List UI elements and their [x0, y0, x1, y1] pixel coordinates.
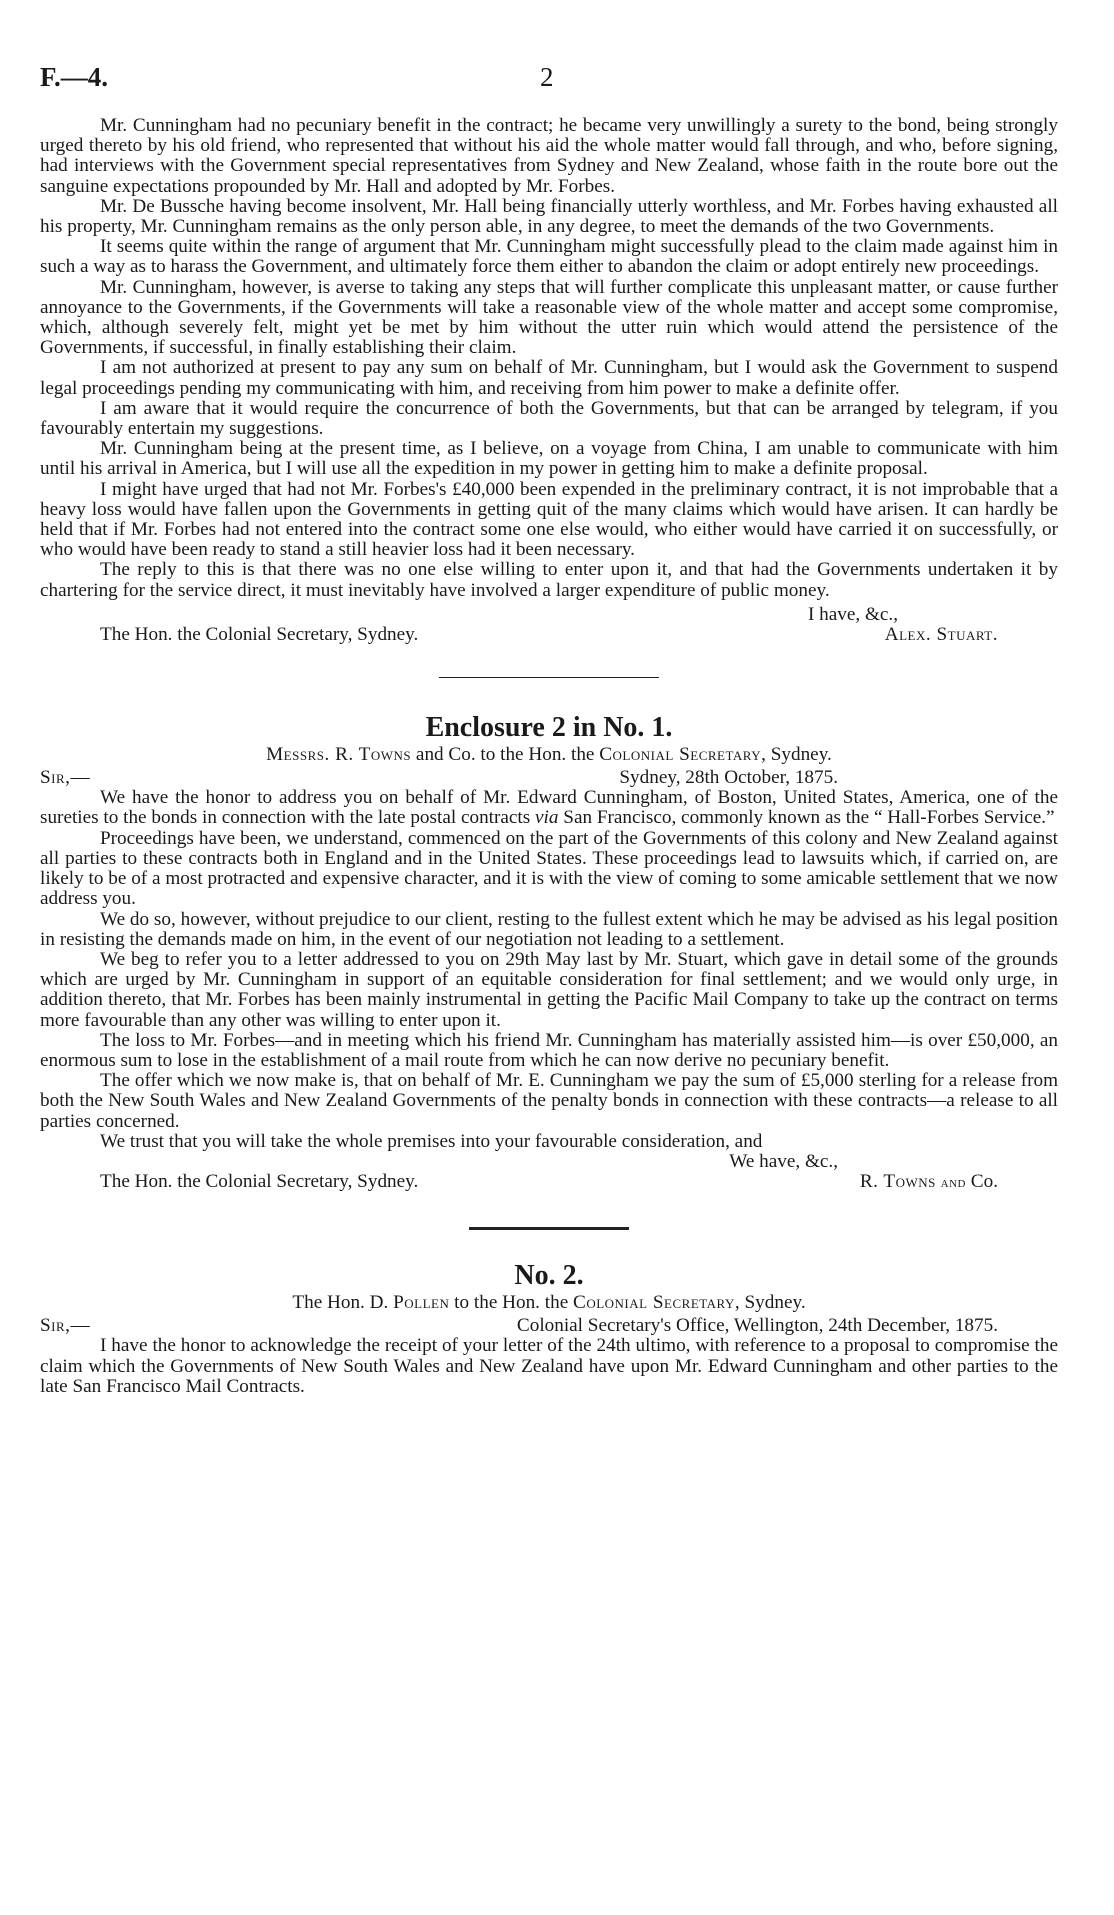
paragraph: Mr. Cunningham had no pecuniary benefit in the contract; he became very unwillingly a surety to the bond, being strongly urged thereto by his old friend, who represented that without his aid the whole matter would fall through, and who, before signing, had interviews with the Government special representatives from Sydney and New Zealand, whose faith in the route bore out the sanguine expectations propounded by Mr. Hall and adopted by Mr. Forbes.	[40, 115, 1058, 197]
paragraph: We have the honor to address you on behalf of Mr. Edward Cunningham, of Boston, United States, America, one of the sureties to the bonds in connection with the late postal contracts via San Francisco, commonly known as the “ Hall-Forbes Service.”	[40, 787, 1058, 829]
paragraph: We trust that you will take the whole premises into your favourable consideration, and	[100, 1130, 763, 1152]
letter-stuart	[40, 116, 1058, 645]
section-title: Enclosure 2 in No. 1.	[425, 712, 673, 744]
section-subtitle: Messrs. R. Towns and Co. to the Hon. the Colonial Secretary, Sydney.	[266, 744, 832, 766]
signature: R. Towns and Co.	[859, 1171, 998, 1193]
paragraph: Proceedings have been, we understand, commenced on the part of the Governments of this colony and New Zealand against all parties to these contracts both in England and in the United States. These proceedings lead to lawsuits which, if carried on, are likely to be of a most protracted and expensive character, and it is with the view of coming to some amicable settlement that we now address you.	[40, 827, 1058, 910]
paragraph: Mr. Cunningham, however, is averse to taking any steps that will further complicate this unpleasant matter, or cause further annoyance to the Governments, if the Governments will take a reasonable view of the whole matter and accept some compromise, which, although severely felt, might yet be met by him without the utter ruin which would attend the persistence of the Governments, if successful, in finally establishing their claim.	[40, 276, 1058, 359]
paragraph: I might have urged that had not Mr. Forbes's £40,000 been expended in the preliminary contract, it is not improbable that a heavy loss would have fallen upon the Governments in getting quit of the many claims which would have arisen. It can hardly be held that if Mr. Forbes had not entered into the contract some one else would, who either would have carried it on successfully, or who would have been ready to stand a still heavier loss had it been necessary.	[40, 478, 1058, 561]
salutation-line	[40, 1316, 1058, 1336]
paragraph: I am not authorized at present to pay any sum on behalf of Mr. Cunningham, but I would ask the Government to suspend legal proceedings pending my communicating with him, and receiving from him power to make a definite offer.	[40, 357, 1058, 399]
enclosure-2	[40, 712, 1058, 1193]
document-body	[40, 116, 1058, 1397]
addressee: The Hon. the Colonial Secretary, Sydney.	[100, 1171, 419, 1193]
signature: Alex. Stuart.	[884, 624, 998, 646]
document-id: F.—4.	[40, 62, 109, 92]
paragraph: Mr. De Bussche having become insolvent, Mr. Hall being financially utterly worthless, and Mr. Forbes having exhausted all his property, Mr. Cunningham remains as the only person able, in any degree, to meet the demands of the two Governments.	[40, 195, 1058, 238]
addressee: The Hon. the Colonial Secretary, Sydney.	[100, 624, 419, 646]
paragraph: It seems quite within the range of argument that Mr. Cunningham might successfully plead to the claim made against him in such a way as to harass the Government, and ultimately force them either to abandon the claim or adopt entirely new proceedings.	[40, 236, 1058, 278]
paragraph: We beg to refer you to a letter addressed to you on 29th May last by Mr. Stuart, which gave in detail some of the grounds which are urged by Mr. Cunningham in support of an equitable consideration for final settlement; and we would only urge, in addition thereto, that Mr. Forbes has been mainly instrumental in getting the Pacific Mail Company to take up the contract on terms more favourable than any other was willing to enter upon it.	[40, 948, 1058, 1031]
paragraph: The offer which we now make is, that on behalf of Mr. E. Cunningham we pay the sum of £5,000 sterling for a release from both the New South Wales and New Zealand Governments of the penalty bonds in connection with these contracts—a release to all parties concerned.	[40, 1070, 1058, 1132]
closing-line	[40, 1172, 1058, 1193]
paragraph: Mr. Cunningham being at the present time, as I believe, on a voyage from China, I am unable to communicate with him until his arrival in America, but I will use all the expedition in my power in getting him to make a definite proposal.	[40, 438, 1058, 480]
paragraph: I have the honor to acknowledge the receipt of your letter of the 24th ultimo, with reference to a proposal to compromise the claim which the Governments of New South Wales and New Zealand have upon Mr. Edward Cunningham and other parties to the late San Francisco Mail Contracts.	[40, 1335, 1058, 1397]
closing-phrase: We have, &c.,	[729, 1150, 838, 1172]
page-number: 2	[540, 62, 554, 92]
paragraph: We do so, however, without prejudice to our client, resting to the fullest extent which he may be advised as his legal position in resisting the demands made on him, in the event of our negotiation not leading to a settlement.	[40, 908, 1058, 950]
salutation-line	[40, 768, 1058, 788]
closing-phrase: I have, &c.,	[807, 603, 898, 625]
closing-line	[40, 625, 1058, 645]
section-divider	[469, 1227, 629, 1230]
section-title: No. 2.	[514, 1260, 584, 1292]
section-divider	[439, 677, 659, 678]
paragraph: I am aware that it would require the concurrence of both the Governments, but that can be arranged by telegram, if you favourably entertain my suggestions.	[40, 397, 1058, 440]
salutation: Sir,—	[40, 767, 91, 789]
section-subtitle: The Hon. D. Pollen to the Hon. the Colonial Secretary, Sydney.	[292, 1292, 806, 1314]
letter-date: Colonial Secretary's Office, Wellington, 24th December, 1875.	[516, 1315, 998, 1337]
salutation: Sir,—	[40, 1315, 91, 1337]
paragraph: The loss to Mr. Forbes—and in meeting which his friend Mr. Cunningham has materially assisted him—is over £50,000, an enormous sum to lose in the establishment of a mail route from which he can now derive no pecuniary benefit.	[40, 1029, 1058, 1071]
page-header	[40, 62, 1040, 102]
letter-date: Sydney, 28th October, 1875.	[619, 767, 838, 789]
letter-no-2	[40, 1260, 1058, 1397]
paragraph: The reply to this is that there was no one else willing to enter upon it, and that had the Governments undertaken it by chartering for the service direct, it must inevitably have involved a larger expenditure of public money.	[40, 559, 1058, 601]
